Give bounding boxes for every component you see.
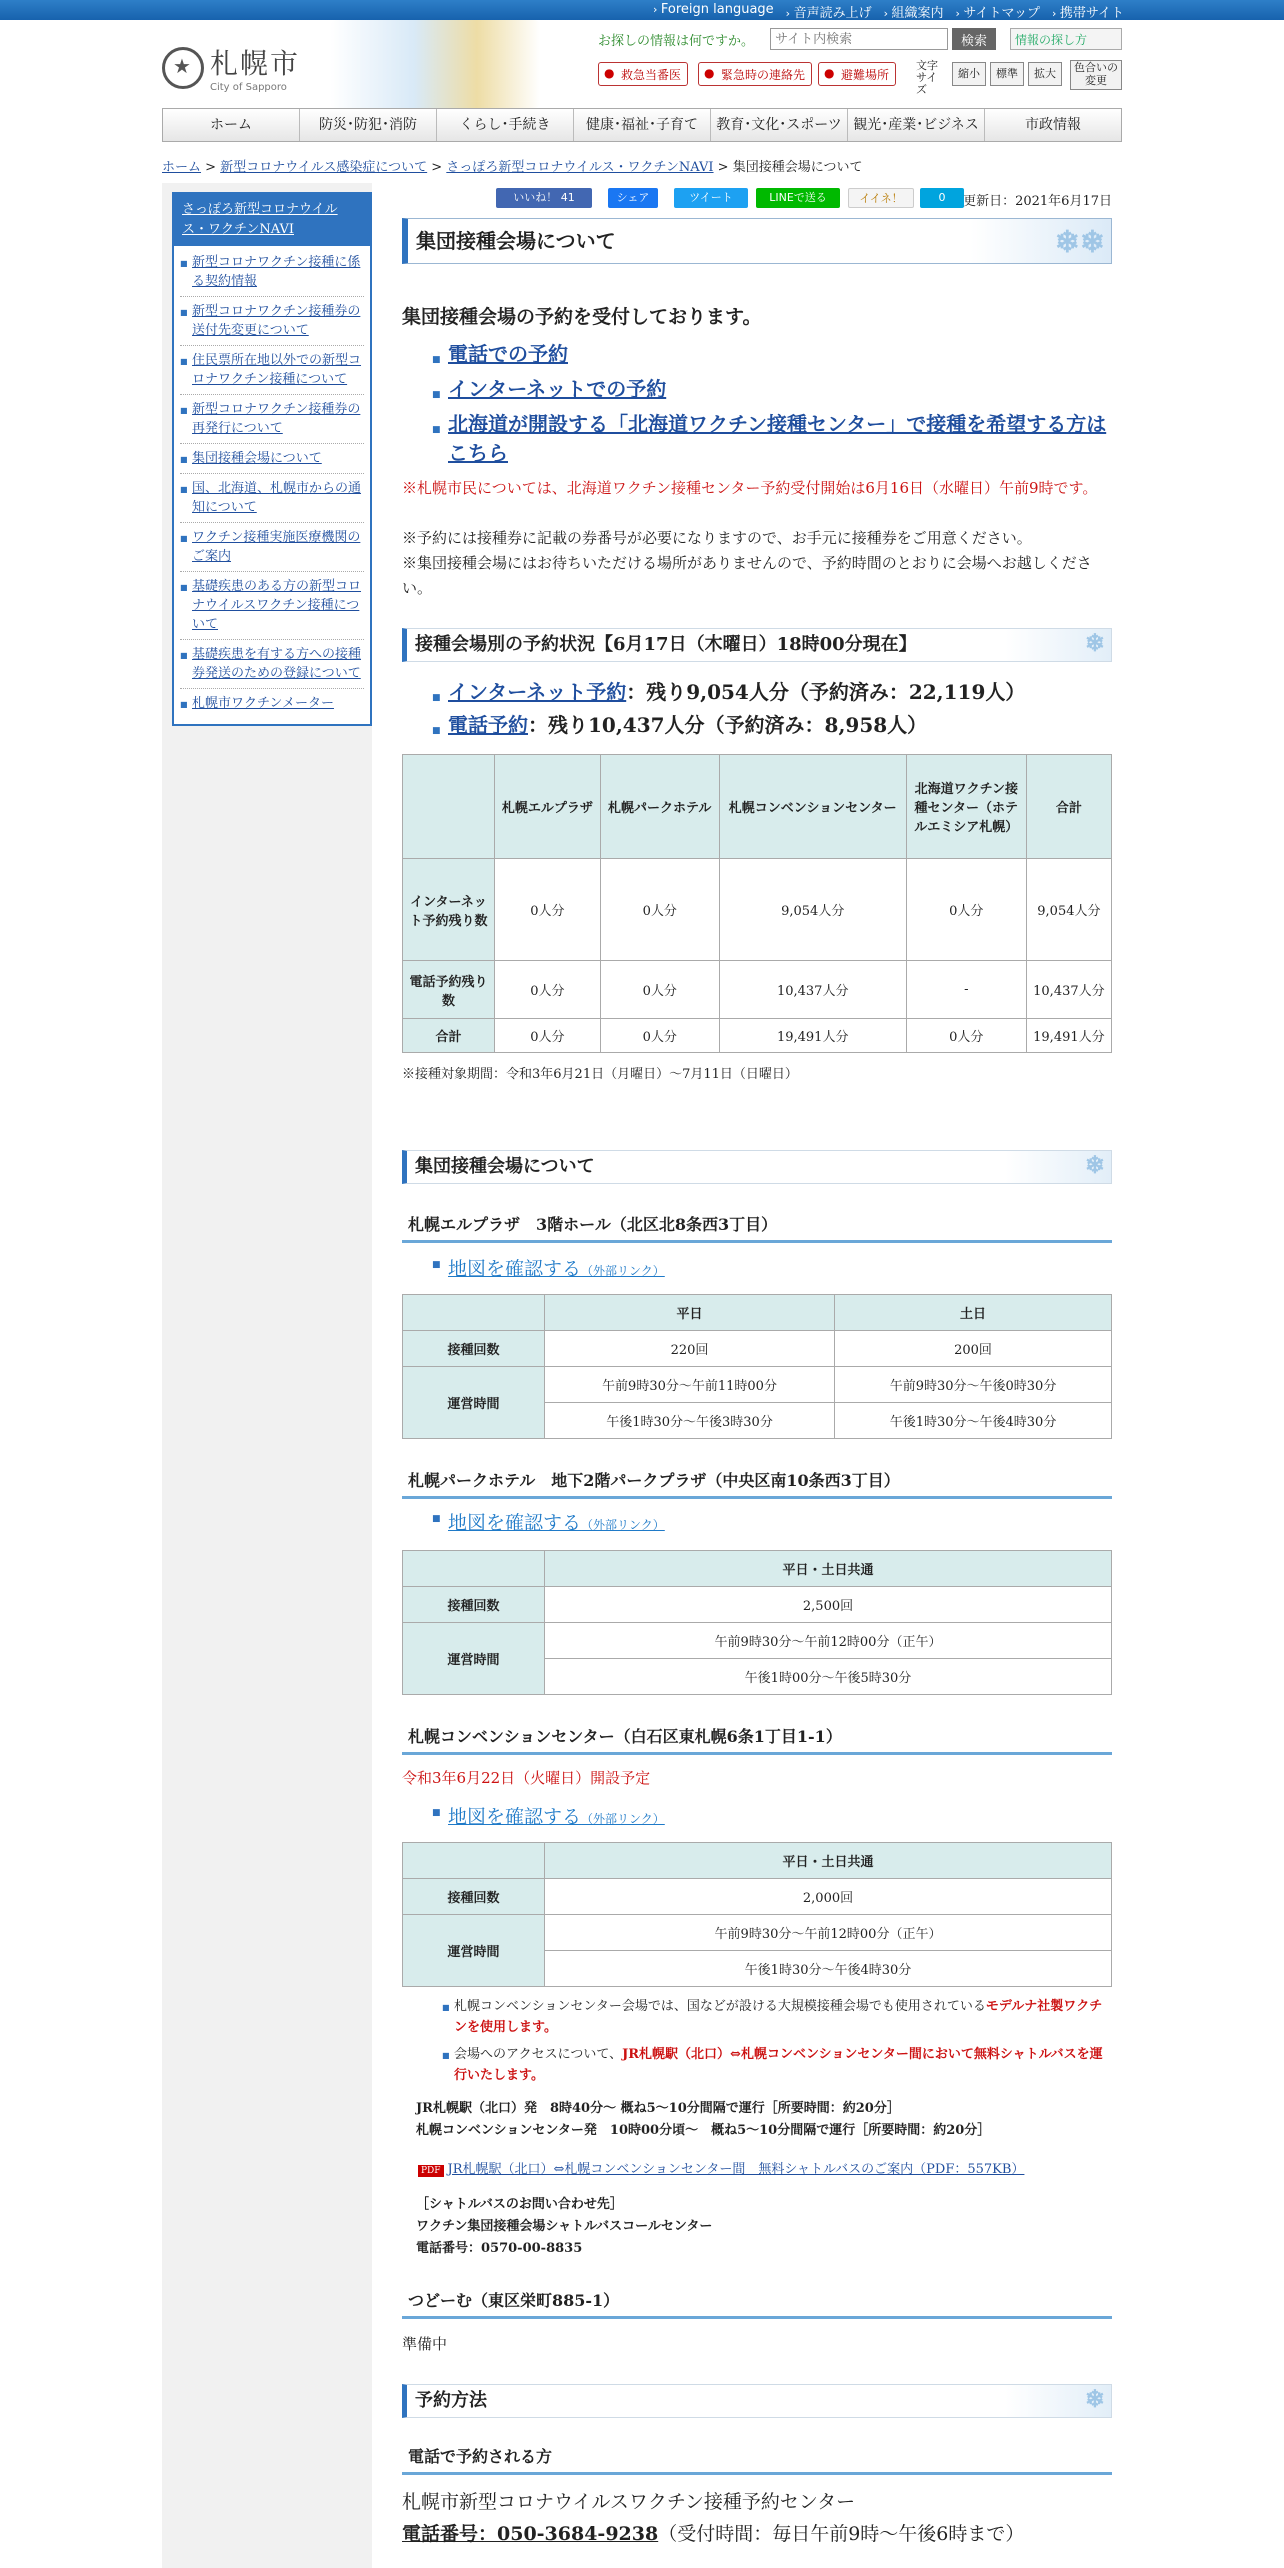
sidebar-item[interactable]: 新型コロナワクチン接種に係る契約情報 (192, 255, 361, 289)
facebook-like-button[interactable]: いいね！ 41 (496, 188, 592, 208)
sidebar-item[interactable]: 新型コロナワクチン接種券の送付先変更について (192, 304, 361, 338)
convention-open-date: 令和3年6月22日（火曜日）開設予定 (402, 1769, 651, 1787)
vaccine-note: ■ 札幌コンベンションセンター会場では、国などが設ける大規模接種会場でも使用されているモデルナ社製ワクチンを使用します。 (442, 1996, 1112, 2038)
reservation-center-name: 札幌市新型コロナウイルスワクチン接種予約センター (402, 2491, 856, 2513)
logo-subtext: City of Sapporo (210, 82, 287, 93)
find-info-button[interactable]: 情報の探し方 (1010, 28, 1122, 50)
breadcrumb-navi[interactable]: さっぽろ新型コロナウイルス・ワクチンNAVI (446, 160, 714, 175)
sidebar-item[interactable]: 国、北海道、札幌市からの通知について (192, 481, 362, 515)
text-large-button[interactable]: 拡大 (1028, 62, 1062, 86)
sitemap-link[interactable]: › サイトマップ (956, 2, 1040, 21)
page-title: 集団接種会場について ❄❄ (402, 218, 1112, 264)
convention-schedule-table: 平日・土日共通 接種回数 2,000回 運営時間 午前9時30分～午前12時00分（正午） 午後1時30分～午後4時30分 (402, 1842, 1112, 1987)
mixi-button[interactable]: イイネ！ (848, 188, 914, 208)
table-row: インターネット予約残り数 0人分 0人分 9,054人分 0人分 9,054人分 (403, 859, 1112, 961)
line-share-button[interactable]: LINEで送る (756, 188, 840, 208)
phone-status-link[interactable]: 電話予約 (448, 713, 528, 737)
search-button[interactable]: 検索 (952, 28, 996, 50)
emergency-doctor-button[interactable]: ● 救急当番医 (598, 62, 688, 86)
breadcrumb-home[interactable]: ホーム (162, 160, 202, 175)
facebook-share-button[interactable]: シェア (608, 188, 658, 208)
text-standard-button[interactable]: 標準 (990, 62, 1024, 86)
vaccination-period: ※接種対象期間：令和3年6月21日（月曜日）～7月11日（日曜日） (402, 1067, 798, 1082)
internet-status-link[interactable]: インターネット予約 (448, 680, 627, 704)
contact-tel: 電話番号：0570-00-8835 (416, 2241, 583, 2256)
phone-reservation-link[interactable]: 電話での予約 (448, 342, 568, 366)
reservation-status-table: 札幌エルプラザ 札幌パークホテル 札幌コンベンションセンター 北海道ワクチン接種センター（ホテルエミシア札幌） 合計 インターネット予約残り数 0人分 0人分 9,054人分 0人分 9,054人分 電話予約残り数 0人分 0人分 10,437人分 - 10,437人分 合計 0人分 0人分 19,491人分 0人分 19,491人分 (402, 754, 1112, 1053)
elplaza-schedule-table: 平日 土日 接種回数 220回 200回 運営時間 午前9時30分～午前11時00分 午前9時30分～午後0時30分 午後1時30分～午後3時30分 午後1時30分～午後4時30分 (402, 1294, 1112, 1439)
pdf-icon: PDF (418, 2165, 444, 2177)
sidebar-item[interactable]: 基礎疾患のある方の新型コロナウイルスワクチン接種について (192, 579, 362, 632)
text-small-button[interactable]: 縮小 (952, 62, 986, 86)
mobile-site-link[interactable]: › 携帯サイト (1052, 2, 1124, 21)
breadcrumb-covid[interactable]: 新型コロナウイルス感染症について (220, 160, 428, 175)
external-link-label[interactable]: （外部リンク） (581, 1518, 665, 1532)
breadcrumb: ホーム > 新型コロナウイルス感染症について > さっぽろ新型コロナウイルス・ワクチンNAVI > 集団接種会場について (162, 160, 863, 175)
shuttle-note: ■ 会場へのアクセスについて、JR札幌駅（北口）⇔札幌コンベンションセンター間において無料シャトルバスを運行いたします。 (442, 2044, 1112, 2086)
organization-link[interactable]: › 組織案内 (884, 2, 944, 21)
reserve-heading: 予約方法 ❄ (402, 2384, 1112, 2418)
venue-elplaza-title: 札幌エルプラザ 3階ホール（北区北8条西3丁目） (402, 1212, 1112, 1243)
color-change-button[interactable]: 色合いの変更 (1070, 60, 1122, 90)
gnav-disaster[interactable]: 防災･防犯･消防 (300, 109, 437, 141)
map-link-park[interactable]: 地図を確認する (448, 1512, 582, 1534)
notice-red: ※札幌市民については、北海道ワクチン接種センター予約受付開始は6月16日（水曜日）午前9時です。 (402, 479, 1098, 497)
venue-park-title: 札幌パークホテル 地下2階パークプラザ（中央区南10条西3丁目） (402, 1468, 1112, 1499)
header-illustration (330, 20, 540, 108)
utility-bar (0, 0, 1284, 20)
sidebar-item[interactable]: ワクチン接種実施医療機関のご案内 (192, 530, 361, 564)
external-link-label[interactable]: （外部リンク） (581, 1264, 665, 1278)
notice-waiting: ※集団接種会場にはお待ちいただける場所がありませんので、予約時間のとおりに会場へお越しください。 (402, 554, 1092, 597)
sidebar-menu (172, 192, 372, 726)
table-row: 電話予約残り数 0人分 0人分 10,437人分 - 10,437人分 (403, 961, 1112, 1019)
gnav-cityinfo[interactable]: 市政情報 (1025, 117, 1081, 133)
reservation-phone: 電話番号：050-3684-9238（受付時間：毎日午前9時～午後6時まで） (402, 2523, 1025, 2545)
park-schedule-table: 平日・土日共通 接種回数 2,500回 運営時間 午前9時30分～午前12時00分（正午） 午後1時00分～午後5時30分 (402, 1550, 1112, 1695)
sidebar-item[interactable]: 住民票所在地以外での新型コロナワクチン接種について (192, 353, 362, 387)
venue-tsudomu-title: つどーむ（東区栄町885-1） (402, 2288, 1112, 2319)
internet-remaining: ：残り9,054人分（予約済み：22,119人） (626, 680, 1026, 704)
breadcrumb-current: 集団接種会場について (732, 160, 863, 175)
evacuation-sites-button[interactable]: ● 避難場所 (818, 62, 896, 86)
snowflake-icon: ❄❄ (1054, 225, 1105, 260)
map-link-elplaza[interactable]: 地図を確認する (448, 1258, 582, 1280)
venue-convention-title: 札幌コンベンションセンター（白石区東札幌6条1丁目1-1） (402, 1724, 1112, 1755)
bus-from-station: JR札幌駅（北口）発 8時40分～ 概ね5～10分間隔で運行［所要時間：約20分］ (416, 2101, 900, 2116)
map-link-convention[interactable]: 地図を確認する (448, 1806, 582, 1828)
shuttle-pdf-link[interactable]: PDF JR札幌駅（北口）⇔札幌コンベンションセンター間 無料シャトルバスのご案内（PDF：557KB） (418, 2158, 1024, 2177)
logo-text: 札幌市 (210, 47, 301, 80)
tsudomu-status: 準備中 (402, 2335, 448, 2353)
search-label: お探しの情報は何ですか。 (598, 34, 755, 49)
contact-name: ワクチン集団接種会場シャトルバスコールセンター (416, 2219, 713, 2234)
global-navigation (162, 108, 1122, 142)
voice-reading-link[interactable]: › 音声読み上げ (786, 2, 872, 21)
notice-ticket: ※予約には接種券に記載の券番号が必要になりますので、お手元に接種券をご用意ください。 (402, 529, 1032, 547)
phone-reserve-title: 電話で予約される方 (402, 2444, 1112, 2475)
city-emblem-icon (162, 47, 204, 89)
sidebar-item[interactable]: 基礎疾患を有する方への接種券発送のための登録について (192, 647, 362, 681)
sidebar-item[interactable]: 集団接種会場について (192, 451, 322, 466)
bus-from-convention: 札幌コンベンションセンター発 10時00分頃～ 概ね5～10分間隔で運行［所要時間：約20分］ (416, 2123, 991, 2138)
site-header (0, 20, 1284, 108)
table-row: 合計 0人分 0人分 19,491人分 0人分 19,491人分 (403, 1019, 1112, 1053)
hokkaido-center-link[interactable]: 北海道が開設する「北海道ワクチン接種センター」で接種を希望する方はこちら (448, 412, 1107, 465)
contact-heading: ［シャトルバスのお問い合わせ先］ (416, 2197, 623, 2212)
foreign-language-link[interactable]: › Foreign language (653, 2, 774, 21)
tweet-button[interactable]: ツイート (674, 188, 748, 208)
lead-text: 集団接種会場の予約を受付しております。 (402, 306, 762, 328)
gnav-home[interactable]: ホーム (163, 109, 300, 141)
text-size-label: 文字サイズ (916, 59, 938, 96)
gnav-living[interactable]: くらし･手続き (437, 109, 574, 141)
gnav-education[interactable]: 教育･文化･スポーツ (711, 109, 848, 141)
updated-date: 更新日：2021年6月17日 (963, 194, 1112, 209)
hatena-bookmark-button[interactable]: 0 (920, 188, 964, 208)
phone-remaining: ：残り10,437人分（予約済み：8,958人） (528, 713, 928, 737)
search-input[interactable] (770, 28, 948, 50)
status-heading: 接種会場別の予約状況【6月17日（木曜日）18時00分現在】 ❄ (402, 628, 1112, 662)
gnav-health[interactable]: 健康･福祉･子育て (574, 109, 711, 141)
sidebar-item[interactable]: 札幌市ワクチンメーター (192, 696, 334, 711)
venues-heading: 集団接種会場について ❄ (402, 1150, 1112, 1184)
site-logo[interactable] (162, 42, 300, 93)
sidebar-item[interactable]: 新型コロナワクチン接種券の再発行について (192, 402, 361, 436)
external-link-label[interactable]: （外部リンク） (581, 1812, 665, 1826)
sidebar-title[interactable]: さっぽろ新型コロナウイルス・ワクチンNAVI (182, 202, 338, 237)
emergency-contacts-button[interactable]: ● 緊急時の連絡先 (698, 62, 812, 86)
gnav-tourism[interactable]: 観光･産業･ビジネス (848, 109, 985, 141)
internet-reservation-link[interactable]: インターネットでの予約 (448, 377, 667, 401)
